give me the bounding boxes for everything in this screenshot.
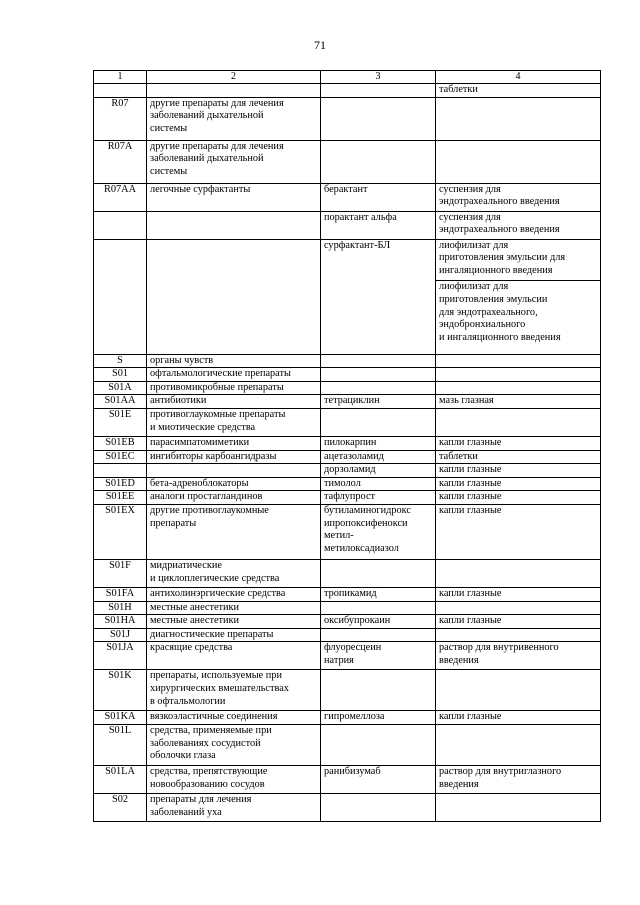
dosage-form-cell (436, 793, 601, 821)
drug-name-line: порактант альфа (324, 211, 397, 223)
table-row (94, 793, 601, 821)
dosage-form-line: таблетки (439, 450, 478, 462)
dosage-form-line: лиофилизат для (439, 239, 509, 251)
anatomical-group-line: оболочки глаза (150, 750, 216, 762)
anatomical-group-line: хирургических вмешательствах (150, 682, 289, 694)
anatomical-group-cell (147, 491, 321, 505)
drug-name-cell (321, 642, 436, 670)
drug-name-line: ацетазоламид (324, 450, 384, 462)
anatomical-group-line: и миотические средства (150, 421, 256, 433)
dosage-form-line: введения (439, 654, 479, 666)
dosage-form-line: капли глазные (439, 587, 502, 599)
drug-name-cell (321, 464, 436, 478)
anatomical-group-line: противомикробные препараты (150, 381, 284, 393)
drug-name-cell (321, 239, 436, 354)
atc-code-cell: R07 (94, 97, 147, 140)
drug-classification-table (93, 70, 601, 822)
table-row (94, 628, 601, 642)
dosage-form-cell (436, 408, 601, 436)
drug-name-cell (321, 711, 436, 725)
anatomical-group-line: системы (150, 165, 188, 177)
table-row (94, 183, 601, 211)
table-row (94, 97, 601, 140)
drug-name-cell (321, 97, 436, 140)
dosage-form-cell (436, 601, 601, 615)
atc-code-cell: S01HA (94, 615, 147, 629)
anatomical-group-line: парасимпатомиметики (150, 436, 250, 448)
dosage-form-line: раствор для внутривенного (439, 642, 559, 654)
dosage-form-line: капли глазные (439, 491, 502, 503)
atc-code-cell: S01EX (94, 504, 147, 559)
dosage-form-cell (436, 504, 601, 559)
drug-name-cell (321, 601, 436, 615)
dosage-form-cell (436, 642, 601, 670)
anatomical-group-line: аналоги простагландинов (150, 491, 263, 503)
anatomical-group-cell (147, 84, 321, 98)
anatomical-group-line: другие препараты для лечения (150, 140, 284, 152)
atc-code-cell: S01JA (94, 642, 147, 670)
dosage-form-cell (436, 97, 601, 140)
page-number: 71 (314, 38, 326, 52)
anatomical-group-line: мидриатические (150, 559, 222, 571)
dosage-form-cell (436, 395, 601, 409)
table-row (94, 140, 601, 183)
table-row (94, 491, 601, 505)
dosage-form-line: приготовления эмульсии (439, 293, 548, 305)
atc-code-cell: S01F (94, 559, 147, 587)
drug-name-line: ипропоксифенокси (324, 517, 408, 529)
dosage-form-line: мазь глазная (439, 395, 494, 407)
anatomical-group-line: заболеваниях сосудистой (150, 737, 261, 749)
table-row (94, 450, 601, 464)
atc-code-cell: S01FA (94, 587, 147, 601)
dosage-form-line: таблетки (439, 84, 478, 95)
atc-code-cell: S01EB (94, 436, 147, 450)
atc-code-cell: S (94, 354, 147, 368)
anatomical-group-cell (147, 504, 321, 559)
atc-code-cell (94, 211, 147, 239)
table-row (94, 408, 601, 436)
anatomical-group-line: и циклоплегические средства (150, 572, 280, 584)
table-row (94, 84, 601, 98)
anatomical-group-cell (147, 368, 321, 382)
drug-name-cell (321, 724, 436, 765)
dosage-form-cell (436, 381, 601, 395)
atc-code-cell (94, 464, 147, 478)
dosage-form-line: и ингаляционного введения (439, 331, 561, 343)
dosage-form-cell (436, 140, 601, 183)
atc-code-cell: S01LA (94, 765, 147, 793)
table-row (94, 587, 601, 601)
dosage-form-line: капли глазные (439, 477, 502, 489)
column-header: 3 (321, 71, 436, 84)
dosage-form-line: эндобронхиального (439, 319, 526, 331)
anatomical-group-cell (147, 587, 321, 601)
atc-code-cell: S02 (94, 793, 147, 821)
anatomical-group-cell (147, 183, 321, 211)
dosage-form-cell (436, 559, 601, 587)
anatomical-group-cell (147, 559, 321, 587)
dosage-form-cell (436, 368, 601, 382)
anatomical-group-cell (147, 354, 321, 368)
table-row (94, 239, 601, 354)
dosage-form-line: введения (439, 778, 479, 790)
anatomical-group-line: местные анестетики (150, 615, 240, 627)
dosage-form-cell (436, 436, 601, 450)
dosage-form-subcell (436, 280, 600, 344)
atc-code-cell: S01 (94, 368, 147, 382)
dosage-form-line: для эндотрахеального, (439, 306, 538, 318)
drug-name-line: метилоксадиазол (324, 542, 399, 554)
table-row (94, 504, 601, 559)
table-row (94, 354, 601, 368)
anatomical-group-line: бета-адреноблокаторы (150, 477, 249, 489)
anatomical-group-line: противоглаукомные препараты (150, 408, 286, 420)
anatomical-group-line: заболеваний дыхательной (150, 110, 264, 122)
anatomical-group-cell (147, 628, 321, 642)
atc-code-cell: S01J (94, 628, 147, 642)
table-row (94, 464, 601, 478)
drug-name-line: флуоресцеин (324, 642, 382, 654)
drug-name-line: гипромеллоза (324, 711, 385, 723)
anatomical-group-line: новообразованию сосудов (150, 778, 265, 790)
anatomical-group-line: в офтальмологии (150, 695, 226, 707)
column-header: 2 (147, 71, 321, 84)
dosage-form-line: капли глазные (439, 711, 502, 723)
drug-name-cell (321, 450, 436, 464)
drug-name-cell (321, 381, 436, 395)
anatomical-group-line: заболеваний уха (150, 806, 222, 818)
table-row (94, 559, 601, 587)
atc-code-cell (94, 84, 147, 98)
anatomical-group-line: антибиотики (150, 395, 207, 407)
drug-name-cell (321, 354, 436, 368)
dosage-form-line: эндотрахеального введения (439, 224, 560, 236)
table-row (94, 436, 601, 450)
anatomical-group-line: препараты для лечения (150, 793, 252, 805)
table-body (94, 84, 601, 822)
table-header-row (94, 71, 601, 84)
atc-code-cell: R07AA (94, 183, 147, 211)
dosage-form-line: капли глазные (439, 504, 502, 516)
dosage-form-cell (436, 628, 601, 642)
anatomical-group-cell (147, 477, 321, 491)
dosage-form-line: ингаляционного введения (439, 264, 553, 276)
table-row (94, 211, 601, 239)
drug-name-cell (321, 491, 436, 505)
drug-name-line: дорзоламид (324, 464, 376, 476)
drug-name-cell (321, 504, 436, 559)
anatomical-group-cell (147, 793, 321, 821)
table-row (94, 711, 601, 725)
drug-name-line: тропикамид (324, 587, 377, 599)
drug-name-cell (321, 211, 436, 239)
drug-name-line: берактант (324, 183, 368, 195)
atc-code-cell: S01K (94, 670, 147, 711)
dosage-form-cell (436, 183, 601, 211)
drug-name-line: тимолол (324, 477, 361, 489)
dosage-form-cell (436, 711, 601, 725)
dosage-form-cell (436, 211, 601, 239)
anatomical-group-line: другие препараты для лечения (150, 97, 284, 109)
atc-code-cell: S01ED (94, 477, 147, 491)
dosage-form-cell (436, 239, 601, 354)
dosage-form-cell (436, 615, 601, 629)
anatomical-group-cell (147, 97, 321, 140)
anatomical-group-line: органы чувств (150, 354, 214, 366)
drug-name-line: тафлупрост (324, 491, 376, 503)
table-row (94, 765, 601, 793)
anatomical-group-line: препараты (150, 517, 197, 529)
anatomical-group-line: препараты, используемые при (150, 670, 282, 682)
anatomical-group-line: красящие средства (150, 642, 233, 654)
atc-code-cell: S01E (94, 408, 147, 436)
atc-code-cell: S01KA (94, 711, 147, 725)
anatomical-group-cell (147, 450, 321, 464)
table-row (94, 670, 601, 711)
dosage-form-cell (436, 354, 601, 368)
anatomical-group-line: средства, препятствующие (150, 765, 268, 777)
anatomical-group-cell (147, 211, 321, 239)
drug-name-cell (321, 368, 436, 382)
dosage-form-cell (436, 477, 601, 491)
column-header: 1 (94, 71, 147, 84)
table-row (94, 642, 601, 670)
dosage-form-cell (436, 724, 601, 765)
dosage-form-cell (436, 670, 601, 711)
table-row (94, 477, 601, 491)
atc-code-cell: S01EE (94, 491, 147, 505)
drug-name-cell (321, 408, 436, 436)
anatomical-group-cell (147, 408, 321, 436)
anatomical-group-line: средства, применяемые при (150, 724, 272, 736)
dosage-form-line: капли глазные (439, 464, 502, 476)
drug-name-cell (321, 559, 436, 587)
atc-code-cell (94, 239, 147, 354)
drug-name-cell (321, 587, 436, 601)
drug-name-cell (321, 183, 436, 211)
anatomical-group-cell (147, 711, 321, 725)
drug-name-line: ранибизумаб (324, 765, 381, 777)
anatomical-group-line: офтальмологические препараты (150, 368, 291, 380)
dosage-form-line: раствор для внутриглазного (439, 765, 562, 777)
dosage-form-line: приготовления эмульсии для (439, 252, 566, 264)
anatomical-group-line: легочные сурфактанты (150, 183, 251, 195)
drug-name-cell (321, 477, 436, 491)
anatomical-group-cell (147, 670, 321, 711)
drug-name-cell (321, 628, 436, 642)
drug-name-line: метил- (324, 530, 354, 542)
anatomical-group-cell (147, 239, 321, 354)
drug-name-cell (321, 395, 436, 409)
anatomical-group-cell (147, 436, 321, 450)
drug-name-cell (321, 670, 436, 711)
atc-code-cell: S01L (94, 724, 147, 765)
anatomical-group-cell (147, 464, 321, 478)
anatomical-group-line: другие противоглаукомные (150, 504, 269, 516)
anatomical-group-line: местные анестетики (150, 601, 240, 613)
drug-name-cell (321, 436, 436, 450)
dosage-form-line: капли глазные (439, 615, 502, 627)
dosage-form-cell (436, 464, 601, 478)
dosage-form-line: капли глазные (439, 436, 502, 448)
anatomical-group-cell (147, 642, 321, 670)
drug-name-line: натрия (324, 654, 354, 666)
drug-name-cell (321, 84, 436, 98)
drug-name-line: оксибупрокаин (324, 615, 391, 627)
anatomical-group-cell (147, 140, 321, 183)
anatomical-group-cell (147, 395, 321, 409)
atc-code-cell: R07A (94, 140, 147, 183)
anatomical-group-line: системы (150, 122, 188, 134)
drug-name-cell (321, 793, 436, 821)
anatomical-group-cell (147, 601, 321, 615)
table-row (94, 395, 601, 409)
anatomical-group-cell (147, 615, 321, 629)
drug-name-line: пилокарпин (324, 436, 377, 448)
table-row (94, 615, 601, 629)
dosage-form-cell (436, 587, 601, 601)
dosage-form-line: суспензия для (439, 211, 501, 223)
dosage-form-cell (436, 491, 601, 505)
drug-name-cell (321, 140, 436, 183)
anatomical-group-cell (147, 381, 321, 395)
anatomical-group-line: ингибиторы карбоангидразы (150, 450, 277, 462)
dosage-form-line: лиофилизат для (439, 281, 509, 293)
table-row (94, 601, 601, 615)
drug-name-cell (321, 765, 436, 793)
drug-name-line: тетрациклин (324, 395, 380, 407)
atc-code-cell: S01H (94, 601, 147, 615)
anatomical-group-line: заболеваний дыхательной (150, 153, 264, 165)
dosage-form-cell (436, 450, 601, 464)
dosage-form-cell (436, 765, 601, 793)
anatomical-group-line: диагностические препараты (150, 628, 274, 640)
anatomical-group-cell (147, 765, 321, 793)
atc-code-cell: S01AA (94, 395, 147, 409)
column-header: 4 (436, 71, 601, 84)
table-row (94, 368, 601, 382)
drug-name-line: сурфактант-БЛ (324, 239, 391, 251)
table-row (94, 724, 601, 765)
anatomical-group-line: вязкоэластичные соединения (150, 711, 278, 723)
atc-code-cell: S01A (94, 381, 147, 395)
dosage-form-line: суспензия для (439, 183, 501, 195)
drug-name-cell (321, 615, 436, 629)
table-row (94, 381, 601, 395)
atc-code-cell: S01EC (94, 450, 147, 464)
dosage-form-cell (436, 84, 601, 98)
drug-name-line: бутиламиногидрокс (324, 504, 411, 516)
dosage-form-line: эндотрахеального введения (439, 196, 560, 208)
anatomical-group-line: антихолинэргические средства (150, 587, 286, 599)
anatomical-group-cell (147, 724, 321, 765)
